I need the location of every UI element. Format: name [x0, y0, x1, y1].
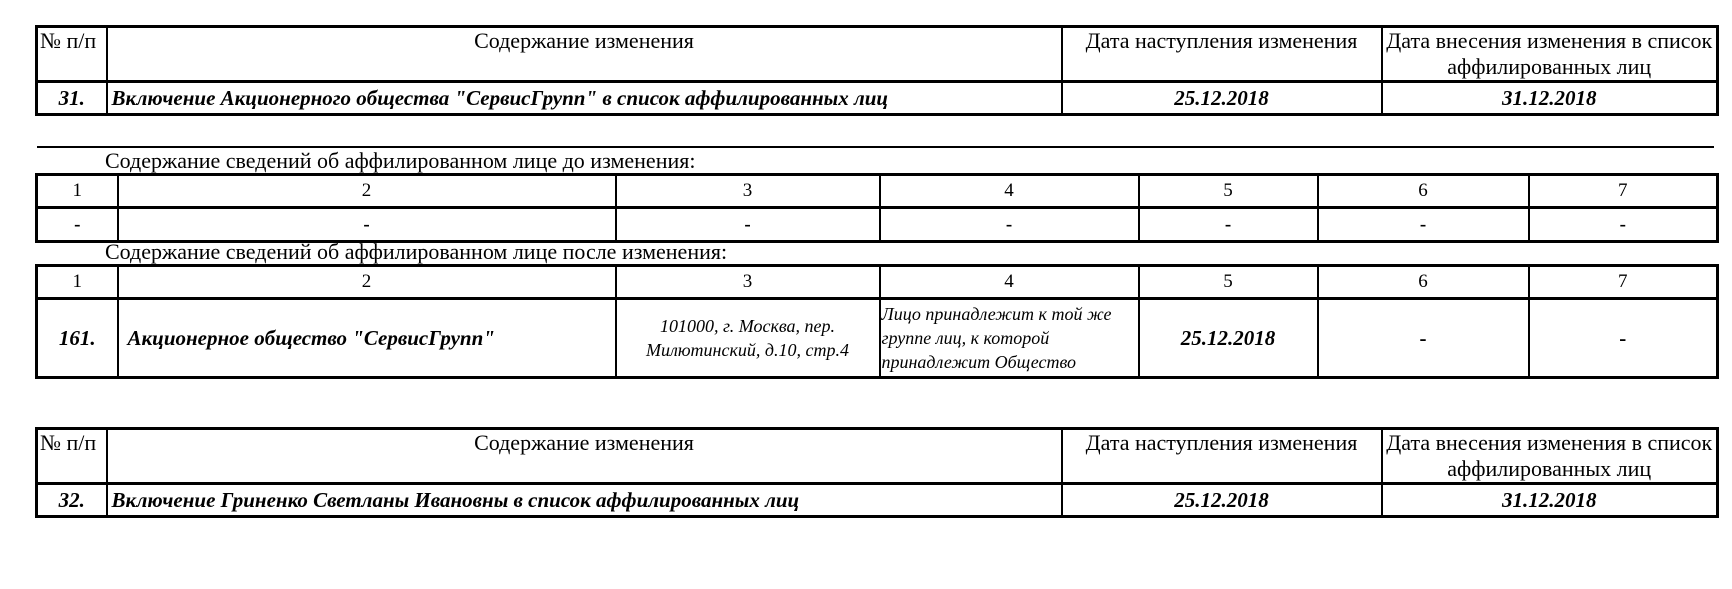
after-change-column-numbers-row: [37, 266, 1718, 299]
header-date-entered-cell: Дата внесения изменения в список аффилированных лиц: [1382, 429, 1718, 484]
row-31-date-occurred: 25.12.2018: [1062, 82, 1382, 115]
column-number-cell: 6: [1318, 266, 1529, 299]
column-number-cell: 7: [1529, 175, 1718, 208]
column-number-cell: 5: [1139, 175, 1318, 208]
row-31-date-entered: 31.12.2018: [1382, 82, 1718, 115]
row-161-address: 101000, г. Москва, пер. Милютинский, д.10, стр.4: [616, 299, 880, 378]
empty-value-cell: -: [1529, 208, 1718, 242]
header-content-cell: Содержание изменения: [107, 429, 1062, 484]
column-number-cell: 7: [1529, 266, 1718, 299]
before-change-table: [35, 173, 1719, 243]
column-number-cell: 2: [118, 175, 616, 208]
row-31-content: Включение Акционерного общества "СервисГрупп" в список аффилированных лиц: [107, 82, 1062, 115]
row-32-content: Включение Гриненко Светланы Ивановны в список аффилированных лиц: [107, 484, 1062, 517]
row-161-col7: -: [1529, 299, 1718, 378]
header-date-occurred-cell: Дата наступления изменения: [1062, 27, 1382, 82]
change-table-31-header-row: [37, 27, 1718, 82]
row-161-affiliation-basis: Лицо принадлежит к той же группе лиц, к которой принадлежит Общество: [880, 299, 1139, 378]
column-number-cell: 3: [616, 175, 880, 208]
column-number-cell: 3: [616, 266, 880, 299]
header-number-cell: № п/п: [37, 27, 107, 82]
change-table-31: [35, 25, 1719, 116]
header-date-occurred-cell: Дата наступления изменения: [1062, 429, 1382, 484]
change-row-31: [37, 82, 1718, 115]
row-31-number: 31.: [37, 82, 107, 115]
change-table-32: [35, 427, 1719, 518]
row-32-date-entered: 31.12.2018: [1382, 484, 1718, 517]
row-161-date: 25.12.2018: [1139, 299, 1318, 378]
row-161-number: 161.: [37, 299, 118, 378]
header-content-cell: Содержание изменения: [107, 27, 1062, 82]
column-number-cell: 5: [1139, 266, 1318, 299]
empty-value-cell: -: [880, 208, 1139, 242]
column-number-cell: 1: [37, 175, 118, 208]
header-number-cell: № п/п: [37, 429, 107, 484]
column-number-cell: 1: [37, 266, 118, 299]
after-change-section-label: Содержание сведений об аффилированном лице после изменения:: [105, 239, 728, 264]
change-table-32-header-row: [37, 429, 1718, 484]
header-date-entered-cell: Дата внесения изменения в список аффилированных лиц: [1382, 27, 1718, 82]
column-number-cell: 6: [1318, 175, 1529, 208]
before-change-section-label: Содержание сведений об аффилированном лице до изменения:: [105, 148, 696, 173]
affiliated-person-row-161: [37, 299, 1718, 378]
empty-value-cell: -: [1139, 208, 1318, 242]
before-change-values-row: [37, 208, 1718, 242]
row-32-date-occurred: 25.12.2018: [1062, 484, 1382, 517]
row-161-entity-name: Акционерное общество "СервисГрупп": [118, 299, 616, 378]
empty-value-cell: -: [37, 208, 118, 242]
column-number-cell: 4: [880, 266, 1139, 299]
row-32-number: 32.: [37, 484, 107, 517]
column-number-cell: 4: [880, 175, 1139, 208]
column-number-cell: 2: [118, 266, 616, 299]
empty-value-cell: -: [118, 208, 616, 242]
before-change-column-numbers-row: [37, 175, 1718, 208]
empty-value-cell: -: [616, 208, 880, 242]
after-change-table: [35, 264, 1719, 379]
change-row-32: [37, 484, 1718, 517]
empty-value-cell: -: [1318, 208, 1529, 242]
row-161-col6: -: [1318, 299, 1529, 378]
